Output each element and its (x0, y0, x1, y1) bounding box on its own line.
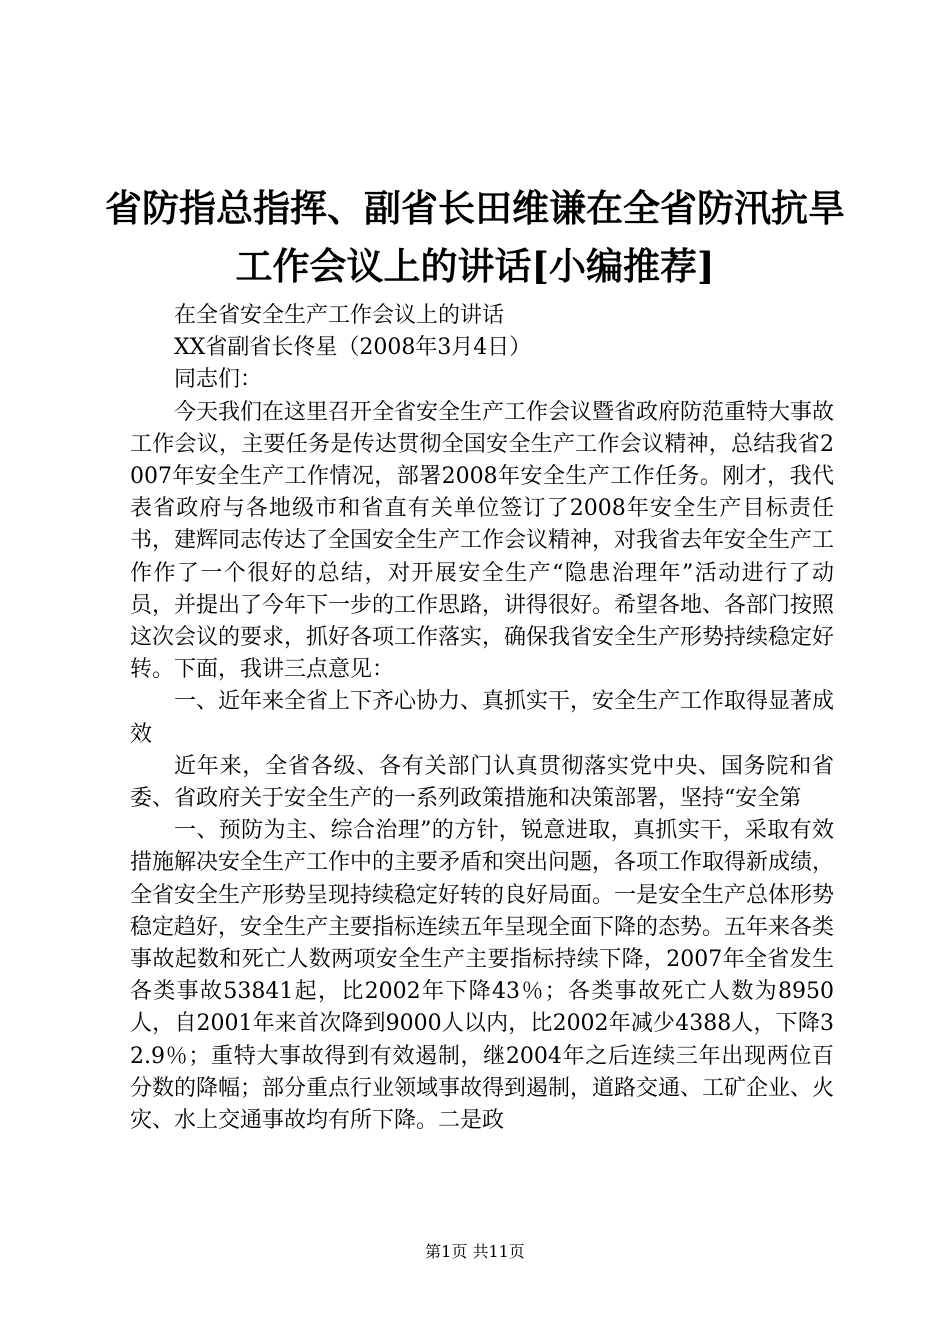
document-title-line-1: 省防指总指挥、副省长田维谦在全省防汛抗旱 (105, 186, 845, 230)
page-footer: 第1页 共11页 (425, 1242, 525, 1261)
document-body (130, 300, 834, 1137)
speaker-line: XX省副省长佟星（2008年3月4日） (174, 335, 532, 361)
paragraph-intro: 今天我们在这里召开全省安全生产工作会议暨省政府防范重特大事故工作会议，主要任务是传达贯彻全国安全生产工作会议精神，总结我省2007年安全生产工作情况，部署2008年安全生产工作任务。刚才，我代表省政府与各地级市和省直有关单位签订了2008年安全生产目标责任书，建辉同志传达了全国安全生产工作会议精神，对我省去年安全生产工作作了一个很好的总结，对开展安全生产“隐患治理年”活动进行了动员，并提出了今年下一步的工作思路，讲得很好。希望各地、各部门按照这次会议的要求，抓好各项工作落实，确保我省安全生产形势持续稳定好转。下面，我讲三点意见： (130, 399, 835, 683)
paragraph-recent-years: 近年来，全省各级、各有关部门认真贯彻落实党中央、国务院和省委、省政府关于安全生产的一系列政策措施和决策部署，坚持“安全第 (130, 753, 834, 812)
section-heading-1: 一、近年来全省上下齐心协力、真抓实干，安全生产工作取得显著成效 (130, 689, 835, 747)
speech-heading: 在全省安全生产工作会议上的讲话 (174, 303, 505, 328)
salutation: 同志们： (174, 367, 263, 393)
paragraph-achievements: 一、预防为主、综合治理”的方针，锐意进取，真抓实干，采取有效措施解决安全生产工作中的主要矛盾和突出问题，各项工作取得新成绩，全省安全生产形势呈现持续稳定好转的良好局面。一是安全生产总体形势稳定趋好，安全生产主要指标连续五年呈现全面下降的态势。五年来各类事故起数和死亡人数两项安全生产主要指标持续下降，2007年全省发生各类事故53841起，比2002年下降43％；各类事故死亡人数为8950人，自2001年来首次降到9000人以内，比2002年减少4388人，下降32.9％；重特大事故得到有效遏制，继2004年之后连续三年出现两位百分数的降幅；部分重点行业领域事故得到遏制，道路交通、工矿企业、火灾、水上交通事故均有所下降。二是政 (130, 818, 835, 1134)
document-title-line-2: 工作会议上的讲话[小编推荐] (235, 244, 715, 288)
